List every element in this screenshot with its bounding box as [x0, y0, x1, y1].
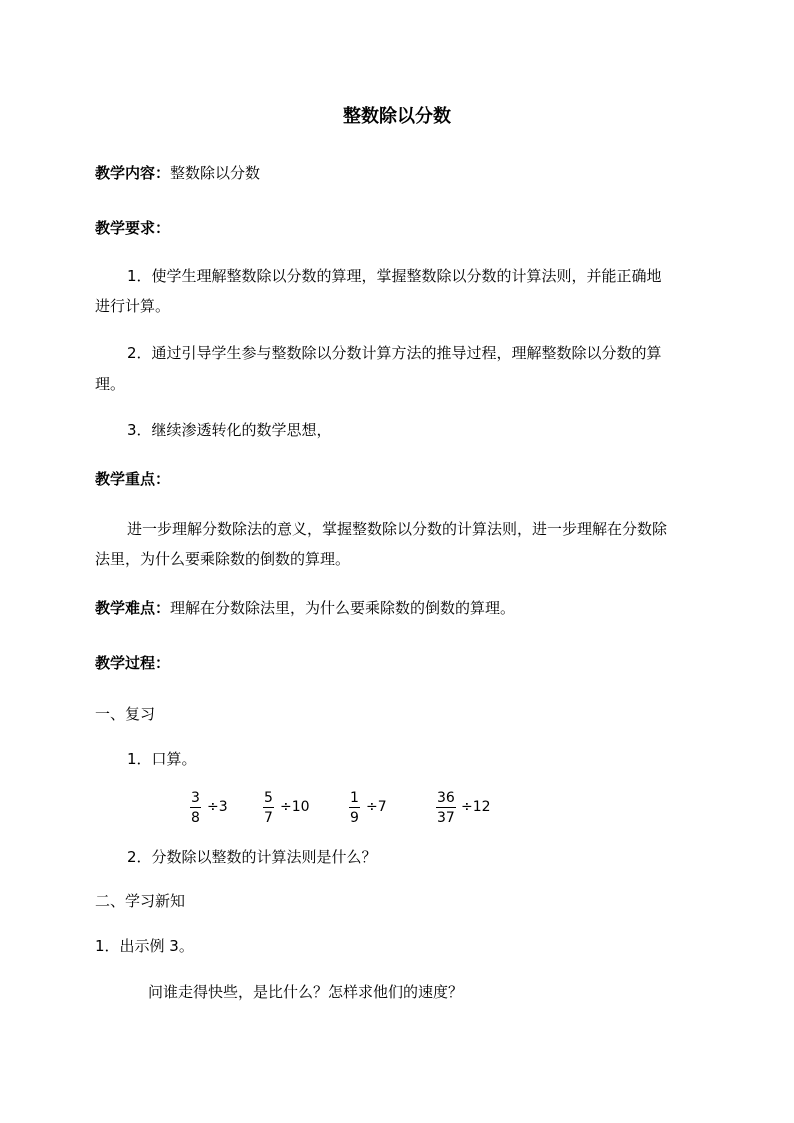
question-2: 2．分数除以整数的计算法则是什么？ [127, 848, 377, 866]
keypoints-label: 教学重点： [95, 470, 171, 488]
page-title: 整数除以分数 [343, 106, 451, 127]
problem-1-numerator: 3 [191, 790, 200, 806]
difficulty-label: 教学难点： [95, 599, 171, 617]
problem-2-denominator: 7 [264, 810, 273, 826]
example-heading: 1．出示例 3。 [95, 937, 194, 955]
problem-1-denominator: 8 [191, 810, 200, 826]
problem-3-denominator: 9 [350, 810, 359, 826]
new-knowledge-heading: 二、学习新知 [95, 892, 186, 910]
problem-3-numerator: 1 [350, 790, 359, 806]
requirement-1-line-2: 进行计算。 [95, 297, 171, 315]
review-heading: 一、复习 [95, 705, 156, 723]
teaching-content-label: 教学内容： [95, 164, 171, 182]
difficulty-text: 理解在分数除法里，为什么要乘除数的倒数的算理。 [170, 599, 516, 617]
problem-4-denominator: 37 [437, 810, 455, 826]
problem-1-fraction [190, 790, 201, 826]
problem-3-fraction [349, 790, 360, 826]
requirement-1-line-1: 1．使学生理解整数除以分数的算理，掌握整数除以分数的计算法则，并能正确地 [127, 267, 662, 285]
keypoints-line-2: 法里，为什么要乘除数的倒数的算理。 [95, 550, 351, 568]
problem-4-operation: ÷12 [461, 799, 491, 815]
problem-2-fraction [263, 790, 274, 826]
requirement-3: 3．继续渗透转化的数学思想， [127, 421, 332, 439]
problem-4-numerator: 36 [437, 790, 455, 806]
teaching-content-line [95, 162, 260, 184]
problem-2-numerator: 5 [264, 790, 273, 806]
problem-1-operation: ÷3 [207, 799, 228, 815]
teaching-content-text: 整数除以分数 [170, 164, 261, 182]
requirement-2-line-2: 理。 [95, 375, 126, 393]
requirement-2-line-1: 2．通过引导学生参与整数除以分数计算方法的推导过程，理解整数除以分数的算 [127, 344, 662, 362]
process-label: 教学过程： [95, 654, 171, 672]
difficulty-line [95, 597, 515, 619]
example-question: 问谁走得快些，是比什么？怎样求他们的速度？ [148, 983, 464, 1001]
problem-2-operation: ÷10 [280, 799, 310, 815]
requirements-label: 教学要求： [95, 219, 171, 237]
problem-3-operation: ÷7 [366, 799, 387, 815]
oral-calc-heading: 1．口算。 [127, 750, 197, 768]
problem-4-fraction [436, 790, 456, 826]
keypoints-line-1: 进一步理解分数除法的意义，掌握整数除以分数的计算法则，进一步理解在分数除 [127, 520, 668, 538]
